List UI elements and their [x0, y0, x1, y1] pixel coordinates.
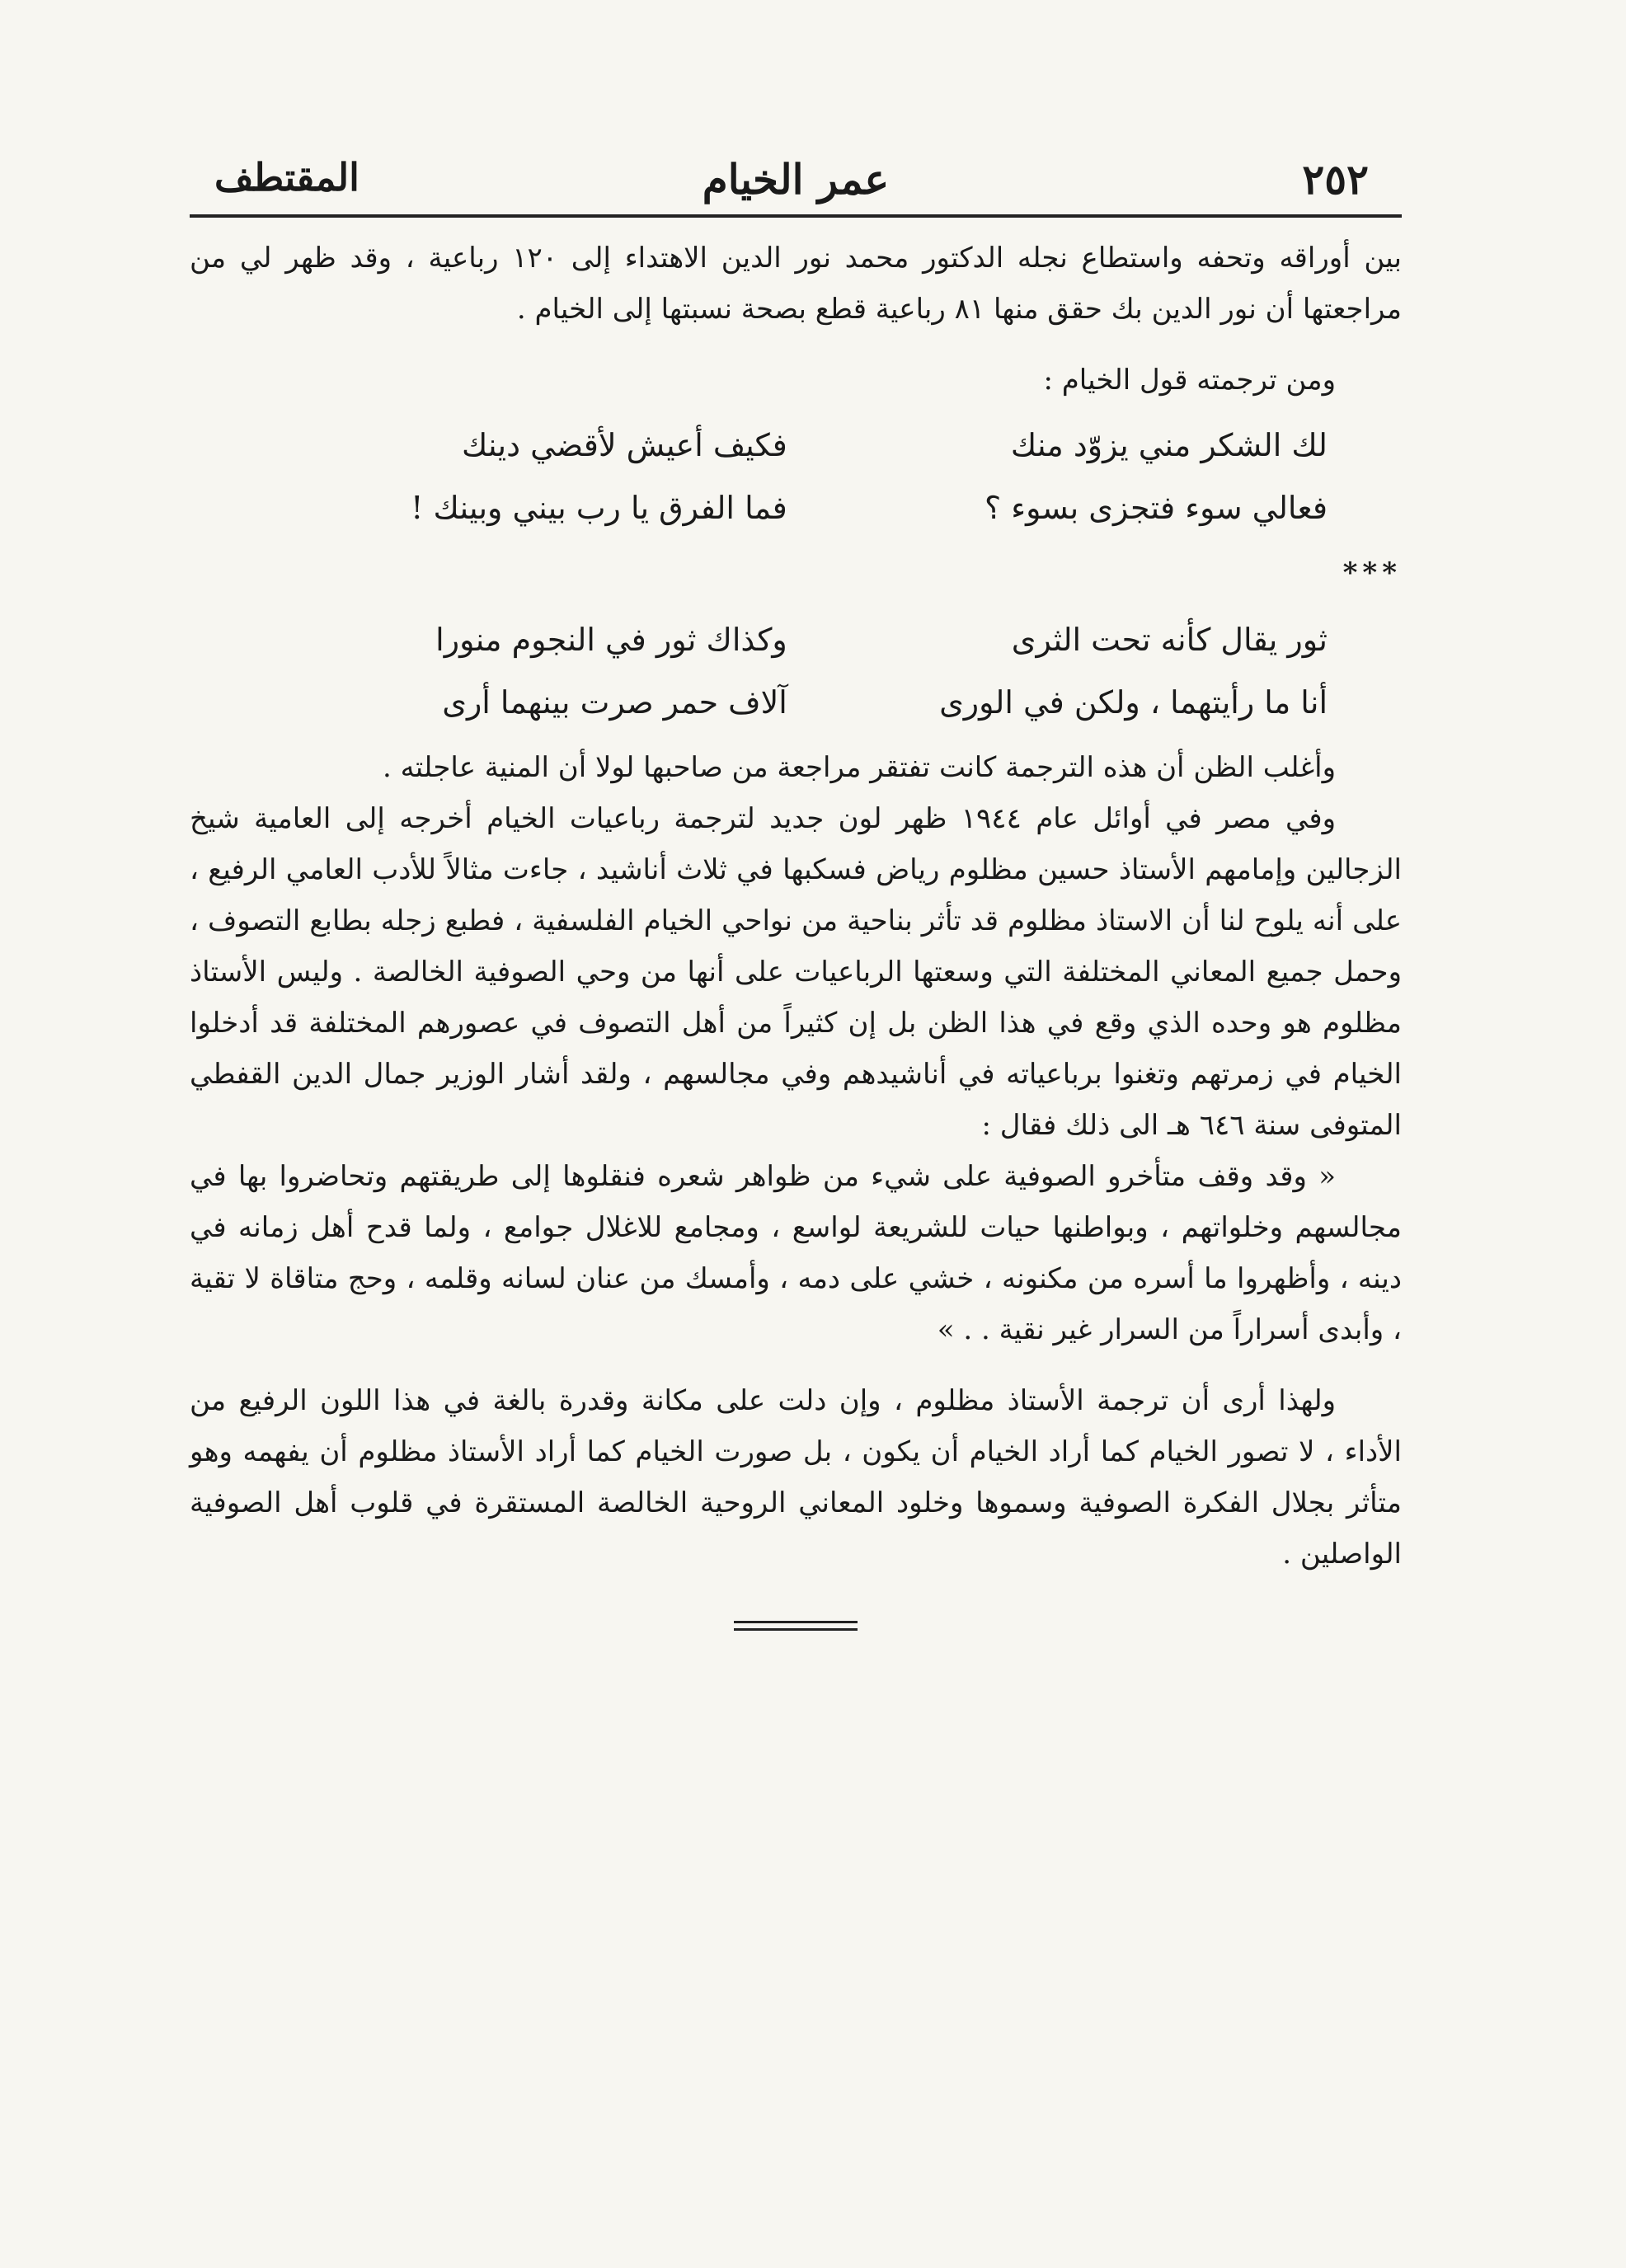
verse-second-hemistich: فكيف أعيش لأقضي دينك — [462, 427, 787, 463]
verse-first-hemistich: فعالي سوء فتجزى بسوء ؟ — [985, 490, 1328, 526]
paragraph: ولهذا أرى أن ترجمة الأستاذ مظلوم ، وإن دلت على مكانة وقدرة بالغة في هذا اللون الرفيع من الأداء ، لا تصور الخيام كما أراد الخيام أن يكون ، بل صورت الخيام كما أراد الأستاذ مظلوم أن يفهمه وهو متأثر بجلال الفكرة الصوفية وسموها وخلود المعاني الروحية الخالصة المستقرة في قلوب أهل الصوفية الواصلين . — [190, 1384, 1402, 1571]
article-body — [190, 232, 1402, 1631]
quotation-paragraph: « وقد وقف متأخرو الصوفية على شيء من ظواهر شعره فنقلوها إلى طريقتهم وتحاضروا بها في مجالسهم وخلواتهم ، وبواطنها حيات للشريعة لواسع ، ومجامع للاغلال جوامع ، ولما قدح أهل زمانه في دينه ، وأظهروا ما أسره من مكنونه ، خشي على دمه ، وأمسك من عنان لسانه وقلمه ، وحج متاقاة لا تقية ، وأبدى أسراراً من السرار غير نقية . . » — [190, 1160, 1402, 1346]
verse-first-hemistich: لك الشكر مني يزوّد منك — [1010, 427, 1328, 463]
running-title: عمر الخيام — [702, 155, 890, 204]
verse-line — [289, 671, 1328, 734]
paragraph: بين أوراقه وتحفه واستطاع نجله الدكتور محمد نور الدين الاهتداء إلى ١٢٠ رباعية ، وقد ظهر لي من مراجعتها أن نور الدين بك حقق منها ٨١ رباعية قطع بصحة نسبتها إلى الخيام . — [190, 242, 1403, 326]
verse-line — [289, 608, 1328, 671]
page-number: ٢٥٢ — [1302, 155, 1369, 204]
journal-name: المقتطف — [214, 155, 360, 200]
page-header — [190, 140, 1402, 218]
verse-line — [289, 477, 1328, 539]
poem-block — [190, 414, 1402, 539]
end-of-article-rule — [734, 1621, 858, 1631]
poem-block — [190, 608, 1402, 734]
document-page — [190, 140, 1402, 2185]
verse-second-hemistich: وكذاك ثور في النجوم منورا — [435, 622, 787, 658]
verse-second-hemistich: فما الفرق يا رب بيني وبينك ! — [411, 490, 787, 526]
section-separator: *** — [1342, 556, 1402, 589]
verse-first-hemistich: أنا ما رأيتهما ، ولكن في الورى — [939, 684, 1328, 721]
verse-first-hemistich: ثور يقال كأنه تحت الثرى — [1011, 622, 1328, 658]
paragraph: وفي مصر في أوائل عام ١٩٤٤ ظهر لون جديد لترجمة رباعيات الخيام أخرجه إلى العامية شيخ الزجالين وإمامهم الأستاذ حسين مظلوم رياض فسكبها في ثلاث أناشيد ، جاءت مثالاً للأدب العامي الرفيع ، على أنه يلوح لنا أن الاستاذ مظلوم قد تأثر بناحية من نواحي الخيام الفلسفية ، فطبع زجله بطابع التصوف ، وحمل جميع المعاني المختلفة التي وسعتها الرباعيات على أنها من وحي الصوفية الخالصة . وليس الأستاذ مظلوم هو وحده الذي وقع في هذا الظن بل إن كثيراً من أهل التصوف في عصورهم المختلفة قد أدخلوا الخيام في زمرتهم وتغنوا برباعياته في أناشيدهم وفي مجالسهم ، ولقد أشار الوزير جمال الدين القفطي المتوفى سنة ٦٤٦ هـ الى ذلك فقال : — [190, 802, 1402, 1142]
verse-second-hemistich: آلاف حمر صرت بينهما أرى — [442, 684, 787, 721]
verse-line — [289, 414, 1328, 477]
paragraph: ومن ترجمته قول الخيام : — [1043, 364, 1336, 397]
paragraph: وأغلب الظن أن هذه الترجمة كانت تفتقر مراجعة من صاحبها لولا أن المنية عاجلته . — [382, 751, 1336, 784]
